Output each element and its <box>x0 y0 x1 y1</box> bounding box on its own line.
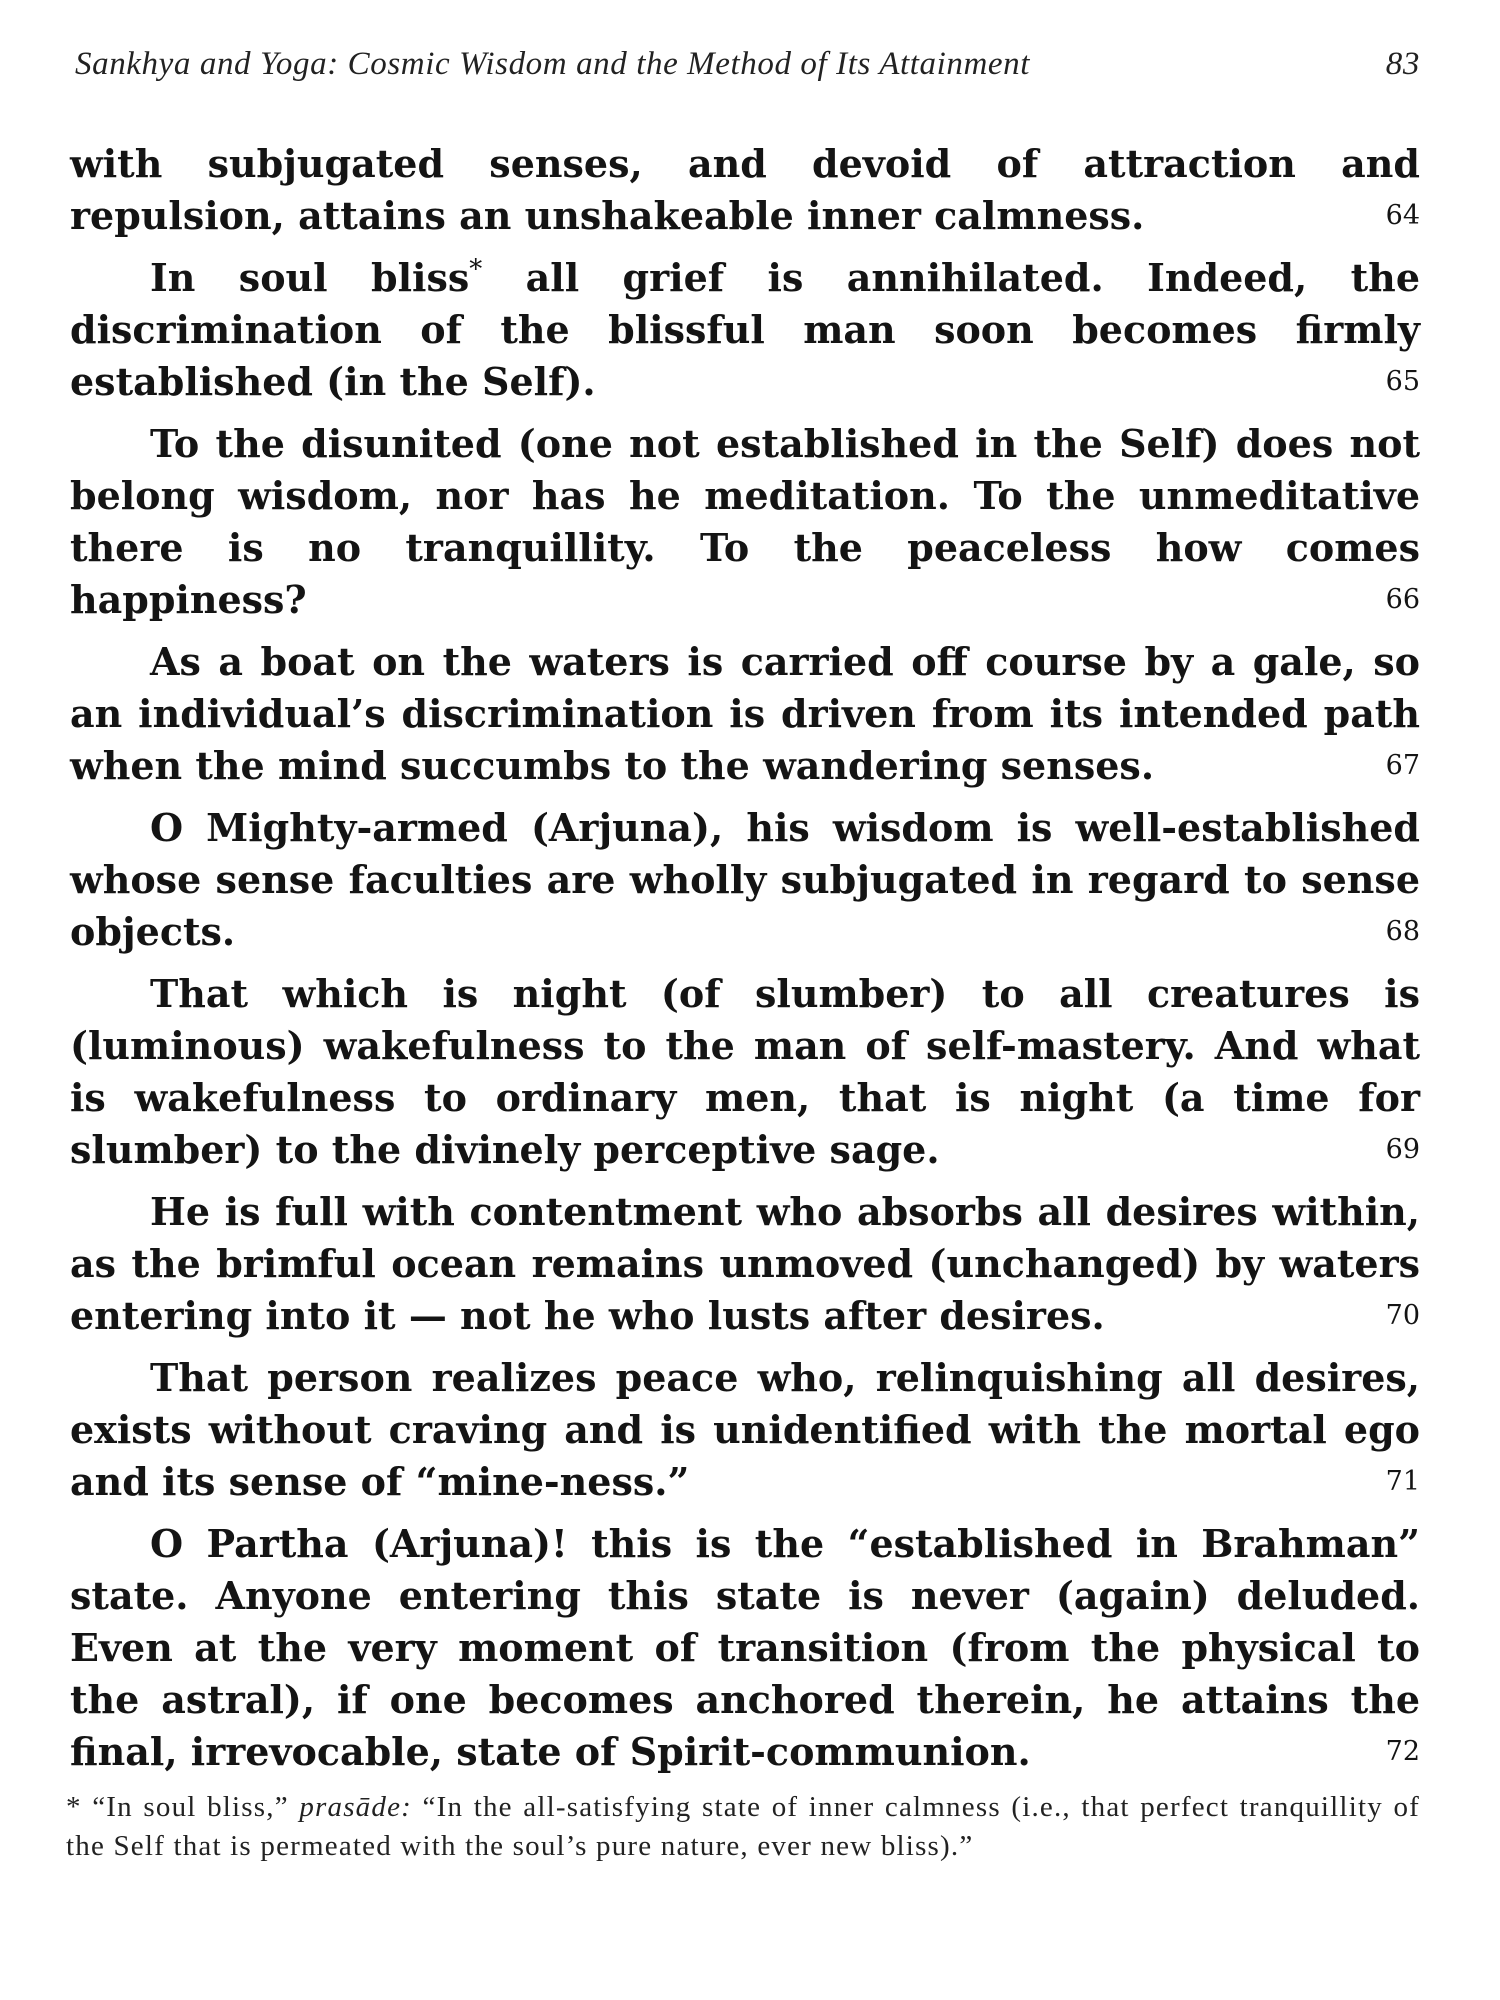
verse-number: 68 <box>1385 916 1420 947</box>
verse-number: 72 <box>1385 1736 1420 1767</box>
footnote-marker: * <box>66 1791 82 1823</box>
verse-text-block <box>70 138 1420 1788</box>
page-number: 83 <box>1385 46 1420 82</box>
verse-64 <box>70 138 1420 242</box>
running-header <box>75 46 1420 98</box>
footnote-text: “In the all-satisfying state of inner calmness (i.e., that perfect tranquillity of the Self that is permeated with the soul’s pure nature, ever new bliss).” <box>66 1791 1420 1862</box>
verse-text: with subjugated senses, and devoid of attraction and repulsion, attains an unshakeable inner calmness. <box>70 141 1420 238</box>
footnote-quote: “In soul bliss,” <box>81 1791 300 1823</box>
verse-number: 66 <box>1385 584 1420 615</box>
verse-text: O Partha (Arjuna)! this is the “established in Brahman” state. Anyone entering this state is never (again) deluded. Even at the very moment of transition (from the physical to the astral), if one becomes anchored therein, he attains the final, irrevocable, state of Spirit-communion. <box>70 1521 1420 1774</box>
verse-69 <box>70 968 1420 1176</box>
verse-text-start: In soul bliss <box>150 255 470 300</box>
footnote-marker: * <box>469 254 483 285</box>
verse-67 <box>70 636 1420 792</box>
verse-68 <box>70 802 1420 958</box>
verse-70 <box>70 1186 1420 1342</box>
verse-71 <box>70 1352 1420 1508</box>
chapter-title: Sankhya and Yoga: Cosmic Wisdom and the Method of Its Attainment <box>75 46 1031 82</box>
verse-number: 70 <box>1385 1300 1420 1331</box>
verse-text <box>70 255 1420 404</box>
verse-number: 67 <box>1385 750 1420 781</box>
verse-text: As a boat on the waters is carried off course by a gale, so an individual’s discrimination is driven from its intended path when the mind succumbs to the wandering senses. <box>70 639 1420 788</box>
verse-number: 64 <box>1385 200 1420 231</box>
verse-number: 65 <box>1385 366 1420 397</box>
verse-65 <box>70 252 1420 408</box>
verse-text: That which is night (of slumber) to all creatures is (luminous) wakefulness to the man of self-mastery. And what is wakefulness to ordinary men, that is night (a time for slumber) to the divinely perceptive sage. <box>70 971 1420 1172</box>
verse-72 <box>70 1518 1420 1778</box>
verse-text: To the disunited (one not established in the Self) does not belong wisdom, nor has he meditation. To the unmeditative there is no tranquillity. To the peaceless how comes happiness? <box>70 421 1420 622</box>
verse-text: He is full with contentment who absorbs all desires within, as the brimful ocean remains unmoved (unchanged) by waters entering into it — not he who lusts after desires. <box>70 1189 1420 1338</box>
verse-number: 69 <box>1385 1134 1420 1165</box>
verse-text-rest: all grief is annihilated. Indeed, the discrimination of the blissful man soon becomes firmly established (in the Self). <box>70 255 1420 404</box>
verse-66 <box>70 418 1420 626</box>
verse-text: O Mighty-armed (Arjuna), his wisdom is well-established whose sense faculties are wholly subjugated in regard to sense objects. <box>70 805 1420 954</box>
verse-text: That person realizes peace who, relinquishing all desires, exists without craving and is unidentified with the mortal ego and its sense of “mine-ness.” <box>70 1355 1420 1504</box>
footnote <box>66 1788 1420 1866</box>
verse-number: 71 <box>1385 1466 1420 1497</box>
footnote-term: prasāde: <box>299 1791 413 1823</box>
